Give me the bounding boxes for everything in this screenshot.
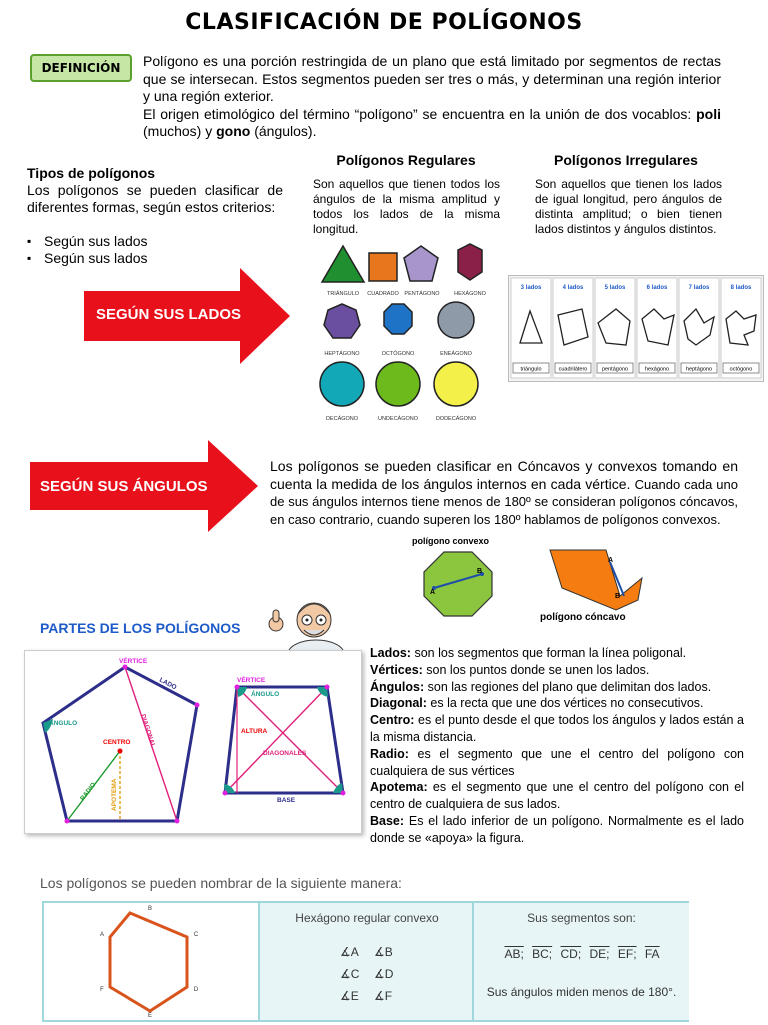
regular-label: UNDECÁGONO: [377, 416, 419, 422]
label-lado: LADO: [158, 676, 178, 692]
vertex-b: B: [147, 906, 153, 912]
enneagon-shape: [438, 302, 474, 338]
regular-heading: Polígonos Regulares: [336, 152, 476, 168]
poli-meaning: (muchos) y: [143, 123, 217, 139]
segment-list: AB; BC; CD; DE; EF; $\overline{FA}$: [504, 947, 660, 961]
concave-label: polígono cóncavo: [540, 612, 626, 623]
irregular-top-label: 4 lados: [562, 285, 584, 291]
regular-label: DODECÁGONO: [435, 416, 477, 422]
irregular-top-label: 8 lados: [730, 285, 752, 291]
svg-text:A: A: [430, 589, 436, 596]
regular-label: TRIÁNGULO: [326, 291, 360, 297]
definition-badge: DEFINICIÓN: [30, 54, 132, 82]
irregular-bottom-label: pentágono: [602, 366, 628, 373]
angles-arrow-label: SEGÚN SUS ÁNGULOS: [40, 478, 208, 495]
label-angulo-2: ÁNGULO: [251, 691, 280, 698]
undecagon-shape: [376, 362, 420, 406]
irregular-top-label: 6 lados: [646, 285, 668, 291]
parts-diagram-box: [24, 650, 362, 834]
irregular-bottom-label: cuadrilátero: [558, 366, 588, 373]
definition-item: Base: Es el lado inferior de un polígono. Normalmente es el lado donde se «apoya» la figura.: [370, 813, 744, 845]
irregular-polygons-figure: [508, 275, 764, 382]
regular-label: ENEÁGONO: [440, 351, 472, 357]
vertex-c: C: [193, 932, 199, 938]
svg-text:B: B: [477, 568, 483, 575]
definition-item: Radio: es el segmento que une el centro del polígono con cualquiera de sus vértices: [370, 746, 744, 778]
definition-item: Vértices: son los puntos donde se unen los lados.: [370, 662, 650, 677]
angles-note: Sus ángulos miden menos de 180°.: [486, 985, 677, 999]
vertex-d: D: [193, 987, 199, 993]
list-item: ▪ Según sus lados: [27, 233, 148, 250]
criteria-list: [27, 233, 148, 267]
definition-item: Centro: es el punto desde el que todos los ángulos y lados están a la misma distancia.: [370, 713, 744, 744]
types-text: Los polígonos se pueden clasificar de diferentes formas, según estos criterios:: [27, 182, 283, 215]
sides-arrow-label: SEGÚN SUS LADOS: [96, 306, 242, 323]
parts-title: PARTES DE LOS POLÍGONOS: [40, 620, 241, 636]
irregular-bottom-label: triángulo: [520, 366, 542, 373]
hexagon-name: Hexágono regular convexo: [295, 911, 439, 925]
irregular-text: Son aquellos que tienen los lados de igual longitud, pero ángulos de distinta amplitud; o bien tienen lados distintos y ángulos distintos.: [535, 177, 722, 236]
angles-text-p2: Cuando cada uno de sus ángulos internos tiene menos de 180º se consideran polígonos cóncavos, en caso contrario, cuando superen los 180º hablamos de polígonos convexos.: [270, 476, 738, 527]
parts-diagram: [25, 651, 361, 833]
svg-text:B: B: [615, 593, 621, 600]
naming-heading: Los polígonos se pueden nombrar de la siguiente manera:: [40, 875, 402, 891]
hexagon-cell: [44, 903, 258, 1020]
definition-text: [143, 53, 721, 141]
irregular-bottom-label: heptágono: [686, 366, 712, 373]
types-heading: Tipos de polígonos: [27, 165, 156, 181]
definition-line2: El origen etimológico del término “polígono” se encuentra en la unión de dos vocablos:: [143, 105, 697, 122]
definition-item: Lados: son los segmentos que forman la línea poligonal.: [370, 646, 687, 660]
irregular-top-label: 5 lados: [604, 285, 626, 291]
convex-label: polígono convexo: [412, 536, 490, 546]
regular-label: DECÁGONO: [325, 416, 359, 422]
label-radio: RADIO: [79, 781, 98, 803]
irregular-top-label: 7 lados: [688, 285, 710, 291]
hexagon-shape: [458, 244, 482, 280]
definition-item: Ángulos: son las regiones del plano que delimitan dos lados.: [370, 679, 712, 694]
regular-label: CUADRADO: [367, 291, 399, 297]
convex-polygon-figure: [420, 548, 496, 620]
square-shape: [369, 253, 397, 281]
triangle-shape: [322, 246, 364, 282]
vertex-f: F: [100, 987, 104, 993]
list-item: ▪ Según sus lados: [27, 250, 148, 267]
label-angulo: ÁNGULO: [49, 720, 78, 727]
regular-label: HEXÁGONO: [454, 291, 486, 297]
label-altura: ALTURA: [241, 728, 268, 735]
irregular-bottom-label: octógono: [729, 366, 753, 373]
hexagon-figure: [44, 903, 258, 1020]
label-vertice-2: VÉRTICE: [237, 677, 266, 684]
decagon-shape: [320, 362, 364, 406]
segments-heading: Sus segmentos son:: [527, 911, 636, 925]
octagon-shape: [384, 304, 412, 334]
definition-line1: Polígono es una porción restringida de un plano que está limitado por segmentos de rectas que se intersecan. Estos segmentos pueden ser tres o más, y determinan una región interior y una región exterior.: [143, 53, 721, 104]
naming-table: [42, 901, 689, 1022]
segments-cell: [472, 903, 689, 1020]
label-diagonales: DIAGONALES: [263, 750, 307, 757]
definition-item: Diagonal: es la recta que une dos vértices no consecutivos.: [370, 696, 704, 711]
regular-label: PENTÁGONO: [404, 291, 440, 297]
definition-item: Apotema: es el segmento que une el centro del polígono con el centro de cualquiera de sus lados.: [370, 780, 744, 812]
parts-definitions: [370, 645, 744, 847]
regular-label: OCTÓGONO: [381, 351, 415, 357]
label-vertice: VÉRTICE: [119, 658, 148, 665]
svg-text:A: A: [608, 557, 614, 564]
label-apotema: APOTEMA: [111, 778, 118, 811]
page-title: CLASIFICACIÓN DE POLÍGONOS: [185, 10, 583, 35]
irregular-heading: Polígonos Irregulares: [554, 152, 698, 168]
heptagon-shape: [324, 304, 360, 338]
angles-text-p1: Los polígonos se pueden clasificar en Cóncavos y convexos tomando en cuenta la medida de los ángulos internos en cada vértice.: [270, 458, 738, 492]
gono-meaning: (ángulos).: [250, 123, 317, 139]
label-diagonal: DIAGONAL: [139, 713, 157, 749]
concave-polygon-figure: [548, 548, 644, 614]
term-poli: poli: [696, 105, 721, 122]
irregular-top-label: 3 lados: [520, 285, 542, 291]
label-centro: CENTRO: [103, 739, 131, 746]
vertex-a: A: [99, 932, 105, 938]
angles-cell: [258, 903, 474, 1020]
angle-list: ∡A ∡B ∡C ∡D ∡E ∡F: [340, 945, 394, 1003]
pentagon-shape: [404, 246, 438, 281]
regular-label: HEPTÁGONO: [324, 351, 360, 357]
term-gono: gono: [216, 123, 251, 139]
label-base: BASE: [277, 797, 296, 804]
regular-text: Son aquellos que tienen todos los ángulos de la misma amplitud y todos los lados de la misma longitud.: [313, 177, 500, 236]
dodecagon-shape: [434, 362, 478, 406]
angles-text: [270, 458, 738, 528]
irregular-bottom-label: hexágono: [644, 366, 670, 373]
vertex-e: E: [147, 1013, 153, 1019]
regular-polygons-figure: [312, 240, 502, 426]
